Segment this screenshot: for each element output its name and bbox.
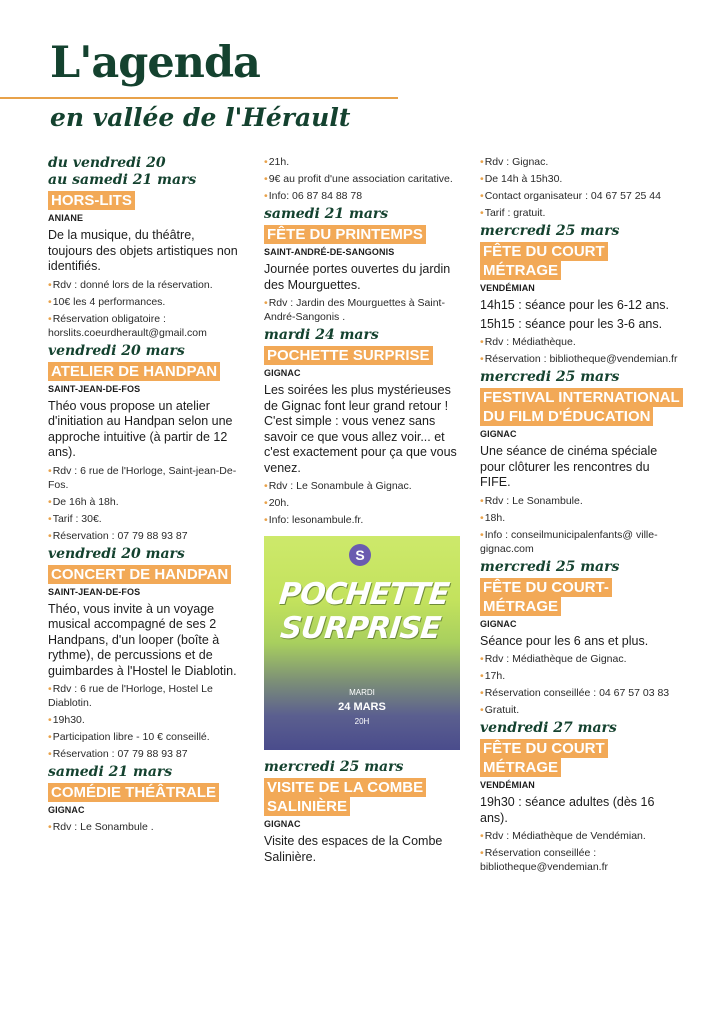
event-info: • Participation libre - 10 € conseillé. [48, 730, 238, 744]
event-date: du vendredi 20 [48, 155, 166, 171]
event-info: • Info: 06 87 84 88 78 [264, 189, 464, 203]
agenda-column-3 [480, 155, 680, 877]
event-info: • Gratuit. [480, 703, 680, 717]
event-date: mercredi 25 mars [480, 369, 620, 385]
event-title: ATELIER DE HANDPAN [48, 362, 220, 381]
event-info: • De 14h à 15h30. [480, 172, 680, 186]
event-info: • 10€ les 4 performances. [48, 295, 238, 309]
event-title: FÊTE DU COURT MÉTRAGE [480, 242, 608, 280]
event-date: mercredi 25 mars [480, 558, 620, 575]
event-date: vendredi 20 mars [48, 545, 185, 562]
event-info: • 18h. [480, 511, 680, 525]
event-location: ANIANE [48, 213, 84, 223]
event-continuation [264, 155, 464, 203]
event-title: COMÉDIE THÉÂTRALE [48, 783, 219, 802]
event-date: au samedi 21 mars [48, 172, 197, 188]
event-info: • Info: lesonambule.fr. [264, 513, 464, 527]
event-fete-printemps [264, 206, 464, 324]
event-info: • Rdv : Jardin des Mourguettes à Saint-André-Sangonis . [264, 296, 464, 324]
event-info: • Rdv : 6 rue de l'Horloge, Saint-jean-De-Fos. [48, 464, 238, 492]
event-info: • Rdv : Médiathèque de Vendémian. [480, 829, 680, 843]
event-info: • Réservation obligatoire : horslits.coeurdherault@gmail.com [48, 312, 238, 340]
event-info: • 19h30. [48, 713, 238, 727]
event-atelier-handpan [48, 343, 238, 543]
title-underline [0, 97, 398, 99]
poster-title-line: POCHETTE [277, 577, 451, 612]
poster-time: 20H [354, 717, 370, 726]
event-info: • 9€ au profit d'une association caritative. [264, 172, 464, 186]
event-description: Théo, vous invite à un voyage musical accompagné de ses 2 Handpans, d'un looper (boîte à rythme), de percussions et de guimbardes à l'Hostel le Diablotin. [48, 601, 237, 678]
event-date: samedi 21 mars [48, 764, 173, 780]
event-info: • Réservation conseillée : bibliotheque@vendemian.fr [480, 846, 680, 874]
event-date: samedi 21 mars [264, 206, 389, 222]
event-info: • Tarif : gratuit. [480, 206, 680, 220]
event-location: GIGNAC [264, 368, 301, 378]
event-description: Journée portes ouvertes du jardin des Mourguettes. [264, 262, 451, 292]
event-description: Les soirées les plus mystérieuses de Gignac font leur grand retour ! C'est simple : vous venez sans savoir ce que vous allez voir... et c'est exactement pour ça que vous venez. [264, 383, 457, 475]
event-comedie-theatrale [48, 764, 238, 834]
event-info: • Rdv : Gignac. [480, 155, 680, 169]
event-date: vendredi 20 mars [48, 342, 185, 359]
event-description: 14h15 : séance pour les 6-12 ans. [480, 298, 670, 312]
event-description: De la musique, du théâtre, toujours des objets artistiques non identifiés. [48, 228, 238, 273]
event-title: VISITE DE LA COMBE SALINIÈRE [264, 778, 426, 816]
event-description: Séance pour les 6 ans et plus. [480, 633, 649, 648]
event-info: • Réservation : 07 79 88 93 87 [48, 529, 238, 543]
event-hors-lits [48, 155, 238, 340]
event-description: Visite des espaces de la Combe Salinière. [264, 834, 443, 864]
event-date: mercredi 25 mars [264, 759, 404, 775]
event-location: SAINT-JEAN-DE-FOS [48, 586, 141, 597]
event-info: • De 16h à 18h. [48, 495, 238, 509]
event-location: GIGNAC [264, 819, 301, 829]
agenda-column-2 [264, 155, 464, 868]
event-location: SAINT-ANDRÉ-DE-SANGONIS [264, 247, 395, 257]
event-continuation [480, 155, 680, 220]
event-info: • Réservation : 07 79 88 93 87 [48, 747, 238, 761]
event-info: • Rdv : Le Sonambule . [48, 820, 238, 834]
event-info: • Rdv : Médiathèque. [480, 335, 680, 349]
event-location: SAINT-JEAN-DE-FOS [48, 383, 141, 394]
event-court-metrage-vendemian [480, 223, 680, 366]
event-location: VENDÉMIAN [480, 283, 535, 293]
page-subtitle: en vallée de l'Hérault [50, 103, 351, 132]
event-info: • Réservation conseillée : 04 67 57 03 83 [480, 686, 680, 700]
event-title: FÊTE DU PRINTEMPS [264, 225, 426, 244]
event-title: FESTIVAL INTERNATIONAL DU FILM D'ÉDUCATION [480, 388, 683, 426]
event-info: • Tarif : 30€. [48, 512, 238, 526]
event-court-metrage-adultes [480, 720, 680, 874]
event-info: • 21h. [264, 155, 464, 169]
event-info: • Rdv : Médiathèque de Gignac. [480, 652, 680, 666]
poster-day: MARDI [349, 688, 375, 697]
event-visite-combe [264, 759, 464, 865]
event-info: • 17h. [480, 669, 680, 683]
poster-date: 24 MARS [338, 701, 386, 713]
poster-logo-icon: S [349, 544, 371, 566]
agenda-column-1 [48, 155, 238, 837]
event-court-metrage-gignac [480, 559, 680, 718]
event-pochette-surprise [264, 327, 464, 527]
event-description: 15h15 : séance pour les 3-6 ans. [480, 316, 663, 331]
event-info: • Rdv : donné lors de la réservation. [48, 278, 238, 292]
event-description: Théo vous propose un atelier d'initiation au Handpan selon une approche intuitive (à partir de 12 ans). [48, 398, 233, 459]
event-date: mercredi 25 mars [480, 223, 620, 239]
event-info: • Contact organisateur : 04 67 57 25 44 [480, 189, 680, 203]
event-info: • Réservation : bibliotheque@vendemian.fr [480, 352, 680, 366]
pochette-surprise-poster [264, 536, 460, 750]
event-location: VENDÉMIAN [480, 780, 535, 790]
event-date: vendredi 27 mars [480, 720, 617, 736]
event-info: • Rdv : 6 rue de l'Horloge, Hostel Le Diablotin. [48, 682, 238, 710]
event-title: FÊTE DU COURT MÉTRAGE [480, 739, 608, 777]
event-location: GIGNAC [480, 429, 517, 439]
event-title: HORS-LITS [48, 191, 135, 210]
event-title: FÊTE DU COURT-MÉTRAGE [480, 578, 612, 616]
event-info: • Rdv : Le Sonambule à Gignac. [264, 479, 464, 493]
event-concert-handpan [48, 546, 238, 762]
event-location: GIGNAC [48, 805, 85, 815]
event-description: Une séance de cinéma spéciale pour clôturer les rencontres du FIFE. [480, 444, 658, 489]
event-location: GIGNAC [480, 618, 517, 629]
poster-title-line: SURPRISE [278, 611, 442, 646]
event-festival-fife [480, 369, 680, 556]
event-title: CONCERT DE HANDPAN [48, 565, 231, 584]
event-date: mardi 24 mars [264, 327, 379, 343]
page-title: L'agenda [50, 38, 260, 88]
event-info: • 20h. [264, 496, 464, 510]
event-description: 19h30 : séance adultes (dès 16 ans). [480, 795, 655, 825]
event-info: • Rdv : Le Sonambule. [480, 494, 680, 508]
poster-title [264, 578, 460, 646]
event-info: • Info : conseilmunicipalenfants@ ville-gignac.com [480, 528, 680, 556]
event-title: POCHETTE SURPRISE [264, 346, 433, 365]
